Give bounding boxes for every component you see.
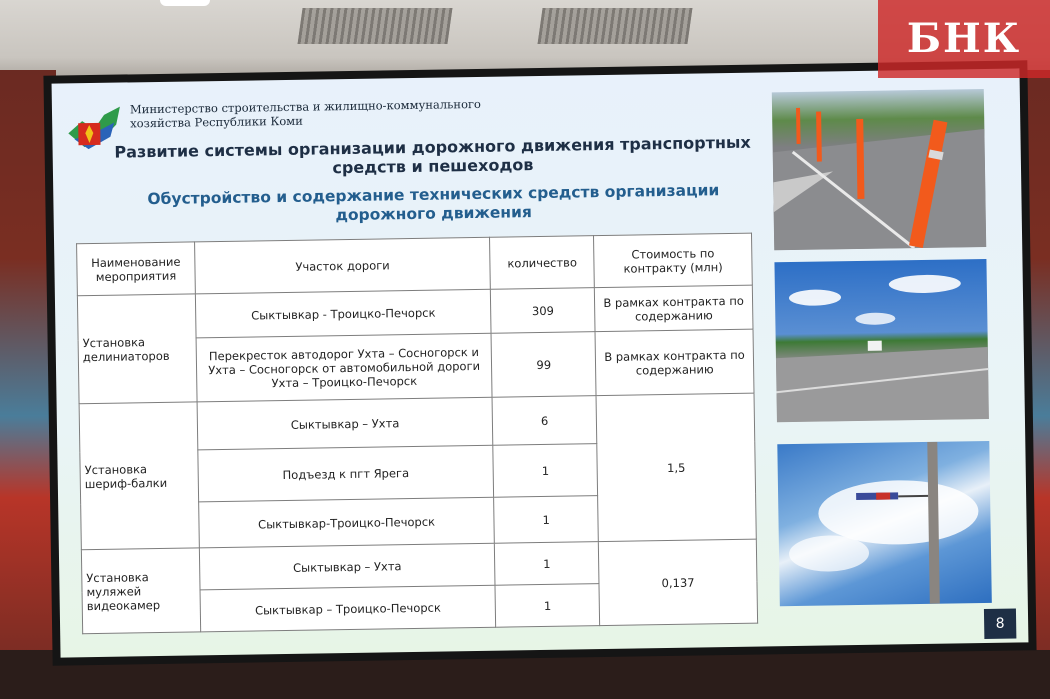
quantity-cell: 1 — [495, 584, 600, 628]
slide-subtitle: Обустройство и содержание технических средств организации дорожного движения — [147, 181, 720, 225]
activity-cell: Установка шериф-балки — [79, 402, 199, 550]
cost-cell: В рамках контракта по содержанию — [595, 285, 753, 331]
ceiling-lamp — [160, 0, 210, 6]
slide — [52, 68, 1029, 657]
cost-cell: 0,137 — [599, 539, 758, 625]
bnk-watermark-logo: БНК — [878, 0, 1050, 78]
section-cell: Сыктывкар – Ухта — [197, 397, 493, 450]
quantity-cell: 309 — [491, 288, 596, 334]
photo-delineators — [772, 89, 986, 250]
section-cell: Перекресток автодорог Ухта – Сосногорск и Ухта – Сосногорск от автомобильной дороги Ухта – Троицко-Печорск — [196, 333, 492, 402]
quantity-cell: 6 — [492, 396, 597, 446]
table-row — [79, 393, 755, 452]
section-cell: Сыктывкар – Троицко-Печорск — [200, 585, 496, 632]
quantity-cell: 1 — [495, 542, 600, 586]
section-cell: Подъезд к пгт Ярега — [198, 445, 494, 502]
quantity-cell: 1 — [494, 496, 599, 544]
cost-cell: В рамках контракта по содержанию — [595, 329, 754, 395]
header-quantity: количество — [490, 236, 595, 290]
quantity-cell: 1 — [493, 444, 598, 498]
section-cell: Сыктывкар – Ухта — [199, 543, 495, 590]
projection-screen — [43, 60, 1036, 665]
ministry-name: Министерство строительства и жилищно-коммунального хозяйства Республики Коми — [129, 96, 482, 131]
ceiling-vent — [537, 8, 692, 44]
header-section: Участок дороги — [194, 237, 490, 294]
photo-sheriff-beam — [777, 441, 992, 606]
section-cell: Сыктывкар-Троицко-Печорск — [199, 497, 495, 548]
photo-road — [774, 259, 988, 422]
header-activity: Наименование мероприятия — [77, 242, 196, 296]
quantity-cell: 99 — [491, 332, 596, 398]
section-cell: Сыктывкар - Троицко-Печорск — [195, 289, 491, 338]
activity-cell: Установка муляжей видеокамер — [81, 548, 200, 634]
activity-cell: Установка делиниаторов — [77, 294, 197, 404]
slide-title: Развитие системы организации дорожного движения транспортных средств и пешеходов — [114, 132, 751, 178]
cost-cell: 1,5 — [596, 393, 756, 541]
page-number: 8 — [984, 609, 1016, 639]
ceiling-vent — [297, 8, 452, 44]
header-cost: Стоимость по контракту (млн) — [594, 233, 753, 287]
activities-table — [76, 233, 758, 635]
